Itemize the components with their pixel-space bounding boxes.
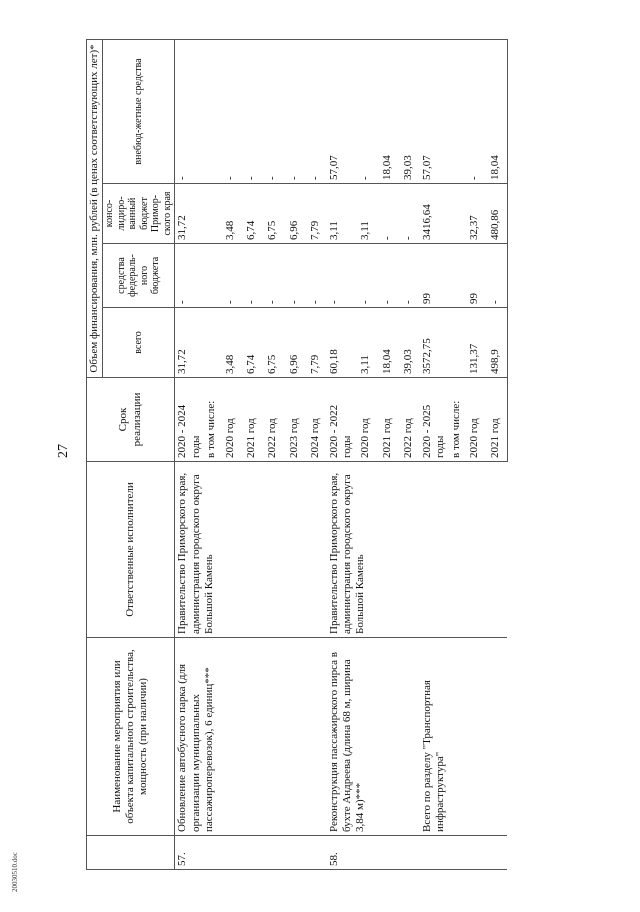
- item-name: Реконструкция пассажирского пирса в бухте Андреева (длина 68 м, ширина 3,84 м)***: [327, 638, 420, 836]
- year-total: 3,11: [355, 308, 376, 378]
- item-term: 2020 - 2022 годы: [327, 378, 356, 462]
- year-federal: -: [485, 244, 507, 308]
- year-regional: 6,75: [262, 184, 283, 244]
- empty-cell: [204, 244, 219, 308]
- year-regional: -: [377, 184, 398, 244]
- year-extrabudget: -: [284, 39, 305, 183]
- empty-cell: [204, 184, 219, 244]
- year-regional: 32,37: [464, 184, 485, 244]
- year-extrabudget: -: [220, 39, 241, 183]
- empty-cell: [449, 39, 464, 183]
- item-executors: [420, 462, 508, 638]
- item-federal: -: [327, 244, 356, 308]
- item-federal: -: [175, 244, 204, 308]
- year-federal: -: [377, 244, 398, 308]
- item-name: Всего по разделу "Транспортная инфраструктура": [420, 638, 508, 836]
- header-federal: средства федераль-ного бюджета: [103, 244, 175, 308]
- year-label: 2022 год: [262, 378, 283, 462]
- item-extrabudget: 57,07: [327, 39, 356, 183]
- header-regional: консо-лидиро-ванный бюджет Примор-ского края: [103, 184, 175, 244]
- year-total: 18,04: [377, 308, 398, 378]
- item-number: 57.: [175, 836, 327, 870]
- item-extrabudget: -: [175, 39, 204, 183]
- item-term: 2020 - 2025 годы: [420, 378, 449, 462]
- item-regional: 3,11: [327, 184, 356, 244]
- empty-cell: [204, 308, 219, 378]
- year-total: 6,74: [241, 308, 262, 378]
- item-number: 58.: [327, 836, 420, 870]
- item-total: 31,72: [175, 308, 204, 378]
- item-executors: Правительство Приморского края, администрация городского округа Большой Камень: [327, 462, 420, 638]
- year-extrabudget: -: [355, 39, 376, 183]
- item-executors: Правительство Приморского края, администрация городского округа Большой Камень: [175, 462, 327, 638]
- year-total: 7,79: [305, 308, 326, 378]
- year-extrabudget: -: [464, 39, 485, 183]
- year-label: 2024 год: [305, 378, 326, 462]
- item-total: 60,18: [327, 308, 356, 378]
- page-number: 27: [56, 444, 71, 458]
- header-number: [87, 836, 175, 870]
- header-funding: Объем финансирования, млн. рублей (в ценах соответствующих лет)*: [87, 39, 103, 377]
- year-total: 6,96: [284, 308, 305, 378]
- year-label: 2020 год: [220, 378, 241, 462]
- item-term: 2020 - 2024 годы: [175, 378, 204, 462]
- item-extrabudget: 57,07: [420, 39, 449, 183]
- year-extrabudget: -: [305, 39, 326, 183]
- year-extrabudget: 39,03: [398, 39, 419, 183]
- year-label: 2023 год: [284, 378, 305, 462]
- item-number: [420, 836, 508, 870]
- year-total: 131,37: [464, 308, 485, 378]
- year-extrabudget: 18,04: [485, 39, 507, 183]
- empty-cell: [449, 308, 464, 378]
- year-federal: -: [305, 244, 326, 308]
- year-label: 2020 год: [464, 378, 485, 462]
- table-row: [420, 39, 449, 869]
- year-label: 2022 год: [398, 378, 419, 462]
- year-federal: -: [355, 244, 376, 308]
- year-federal: -: [220, 244, 241, 308]
- year-label: 2020 год: [355, 378, 376, 462]
- header-extrabudget: внебюд-жетные средства: [103, 39, 175, 183]
- empty-cell: [204, 39, 219, 183]
- empty-cell: [449, 244, 464, 308]
- table-body: [175, 39, 507, 869]
- year-label: 2021 год: [241, 378, 262, 462]
- year-label: 2021 год: [377, 378, 398, 462]
- year-regional: 3,11: [355, 184, 376, 244]
- header-name: Наименование мероприятия или объекта капитального строительства, мощность (при наличии): [87, 638, 175, 836]
- funding-table-rotated: [86, 40, 640, 870]
- item-name: Обновление автобусного парка (для организации муниципальных пассажироперевозок), 6 единиц***: [175, 638, 327, 836]
- item-regional: 31,72: [175, 184, 204, 244]
- header-executors: Ответственные исполнители: [87, 462, 175, 638]
- year-total: 39,03: [398, 308, 419, 378]
- year-regional: -: [398, 184, 419, 244]
- year-extrabudget: -: [241, 39, 262, 183]
- year-federal: 99: [464, 244, 485, 308]
- year-federal: -: [398, 244, 419, 308]
- year-regional: 6,96: [284, 184, 305, 244]
- empty-cell: [449, 184, 464, 244]
- table-row: [327, 39, 356, 869]
- including-label: в том числе:: [204, 378, 219, 462]
- year-federal: -: [284, 244, 305, 308]
- item-total: 3572,75: [420, 308, 449, 378]
- table-row: [175, 39, 204, 869]
- item-regional: 3416,64: [420, 184, 449, 244]
- year-extrabudget: 18,04: [377, 39, 398, 183]
- year-regional: 6,74: [241, 184, 262, 244]
- year-extrabudget: -: [262, 39, 283, 183]
- year-total: 6,75: [262, 308, 283, 378]
- year-regional: 480,86: [485, 184, 507, 244]
- year-regional: 3,48: [220, 184, 241, 244]
- year-total: 3,48: [220, 308, 241, 378]
- year-total: 498,9: [485, 308, 507, 378]
- header-term: Срок реализации: [87, 378, 175, 462]
- funding-table: [86, 39, 508, 870]
- footer-code: 20030510.doc: [11, 852, 19, 892]
- year-federal: -: [262, 244, 283, 308]
- header-total: всего: [103, 308, 175, 378]
- year-federal: -: [241, 244, 262, 308]
- item-federal: 99: [420, 244, 449, 308]
- year-label: 2021 год: [485, 378, 507, 462]
- year-regional: 7,79: [305, 184, 326, 244]
- including-label: в том числе:: [449, 378, 464, 462]
